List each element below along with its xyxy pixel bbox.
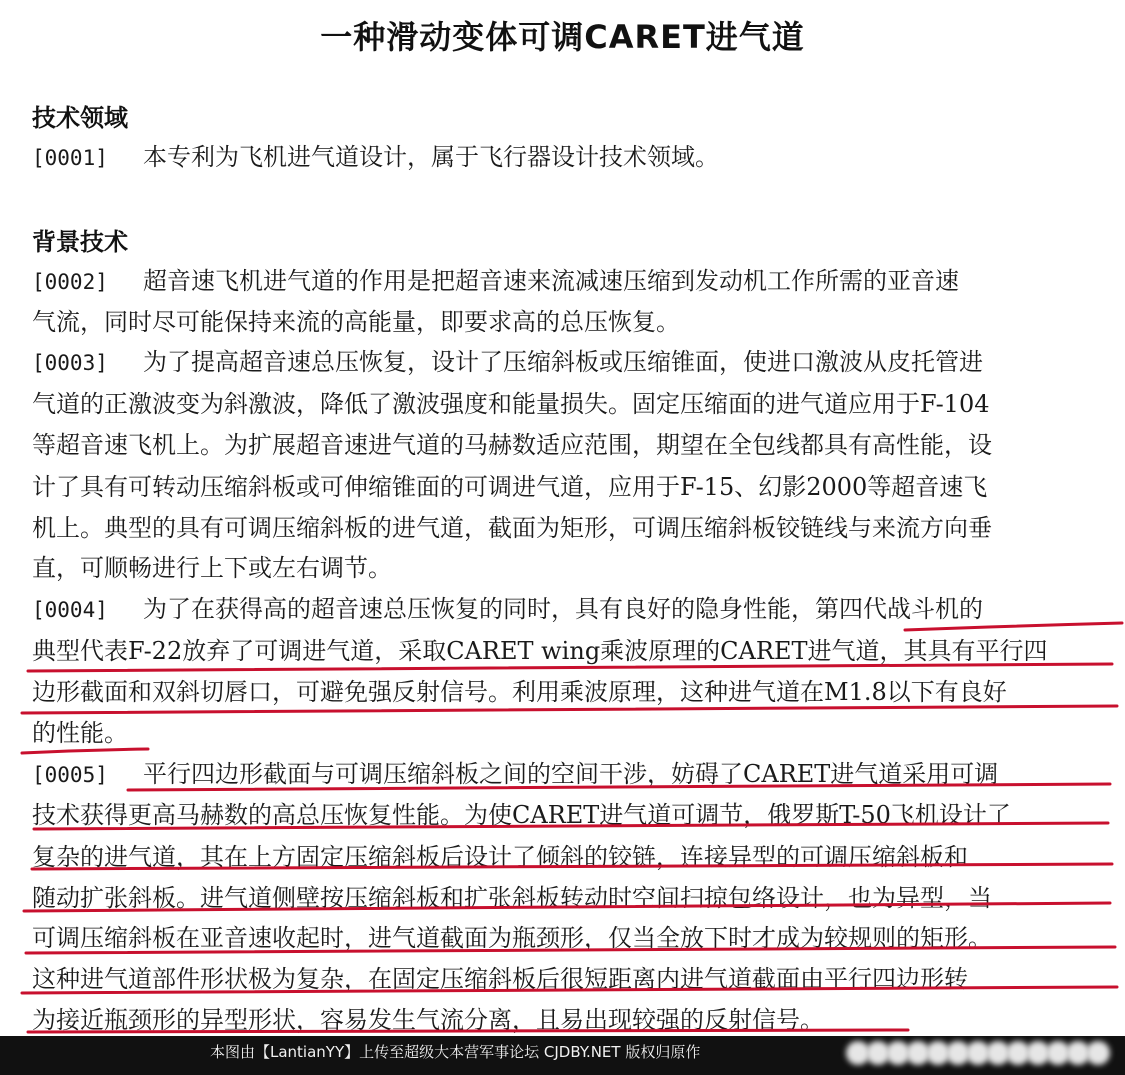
- paragraph-0005-line-5: 可调压缩斜板在亚音速收起时，进气道截面为瓶颈形，仅当全放下时才成为较规则的矩形。: [32, 924, 992, 952]
- paragraph-text: 本专利为飞机进气道设计，属于飞行器设计技术领域。: [143, 143, 719, 171]
- watermark-text: 本图由【LantianYY】上传至超级大本营军事论坛 CJDBY.NET 版权归原作: [210, 1043, 701, 1061]
- paragraph-0003-line-1: [32, 342, 983, 382]
- paragraph-0003-line-4: 计了具有可转动压缩斜板或可伸缩锥面的可调进气道，应用于F-15、幻影2000等超音速飞: [32, 473, 988, 501]
- paragraph-0004-line-1: [32, 589, 983, 629]
- paragraph-number: [0001]: [32, 146, 108, 170]
- document-title: 一种滑动变体可调CARET进气道: [320, 18, 805, 56]
- paragraph-0004-line-2: 典型代表F-22放弃了可调进气道，采取CARET wing乘波原理的CARET进气道，其具有平行四: [32, 637, 1048, 665]
- section-heading-technical-field: 技术领域: [32, 104, 128, 132]
- paragraph-text: 为了在获得高的超音速总压恢复的同时，具有良好的隐身性能，第四代战斗机的: [143, 595, 983, 623]
- paragraph-0004-line-4: 的性能。: [32, 719, 128, 747]
- paragraph-0005-line-7: 为接近瓶颈形的异型形状，容易发生气流分离，且易出现较强的反射信号。: [32, 1006, 824, 1034]
- watermark-blur-dot: [1086, 1041, 1110, 1065]
- paragraph-0002-line-1: [32, 261, 959, 301]
- paragraph-number: [0002]: [32, 270, 108, 294]
- watermark-bar: [0, 1036, 1125, 1075]
- paragraph-0005-line-6: 这种进气道部件形状极为复杂，在固定压缩斜板后很短距离内进气道截面由平行四边形转: [32, 965, 968, 993]
- section-heading-background: 背景技术: [32, 228, 128, 256]
- paragraph-0003-line-5: 机上。典型的具有可调压缩斜板的进气道，截面为矩形，可调压缩斜板铰链线与来流方向垂: [32, 514, 992, 542]
- paragraph-number: [0003]: [32, 351, 108, 375]
- paragraph-number: [0004]: [32, 598, 108, 622]
- paragraph-text: 为了提高超音速总压恢复，设计了压缩斜板或压缩锥面，使进口激波从皮托管进: [143, 348, 983, 376]
- paragraph-0003-line-3: 等超音速飞机上。为扩展超音速进气道的马赫数适应范围，期望在全包线都具有高性能，设: [32, 431, 992, 459]
- paragraph-0003-line-6: 直，可顺畅进行上下或左右调节。: [32, 554, 392, 582]
- paragraph-0002-line-2: 气流，同时尽可能保持来流的高能量，即要求高的总压恢复。: [32, 308, 680, 336]
- paragraph-0005-line-3: 复杂的进气道，其在上方固定压缩斜板后设计了倾斜的铰链，连接异型的可调压缩斜板和: [32, 843, 968, 871]
- paragraph-0005-line-1: [32, 754, 998, 794]
- paragraph-text: 超音速飞机进气道的作用是把超音速来流减速压缩到发动机工作所需的亚音速: [143, 267, 959, 295]
- paragraph-0004-line-3: 边形截面和双斜切唇口，可避免强反射信号。利用乘波原理，这种进气道在M1.8以下有良好: [32, 678, 1007, 706]
- paragraph-number: [0005]: [32, 763, 108, 787]
- paragraph-0001: [32, 137, 719, 177]
- paragraph-0005-line-2: 技术获得更高马赫数的高总压恢复性能。为使CARET进气道可调节，俄罗斯T-50飞机设计了: [32, 801, 1011, 829]
- paragraph-0003-line-2: 气道的正激波变为斜激波，降低了激波强度和能量损失。固定压缩面的进气道应用于F-104: [32, 390, 990, 418]
- paragraph-text: 平行四边形截面与可调压缩斜板之间的空间干涉，妨碍了CARET进气道采用可调: [143, 760, 999, 788]
- paragraph-0005-line-4: 随动扩张斜板。进气道侧壁按压缩斜板和扩张斜板转动时空间扫掠包络设计，也为异型，当: [32, 884, 992, 912]
